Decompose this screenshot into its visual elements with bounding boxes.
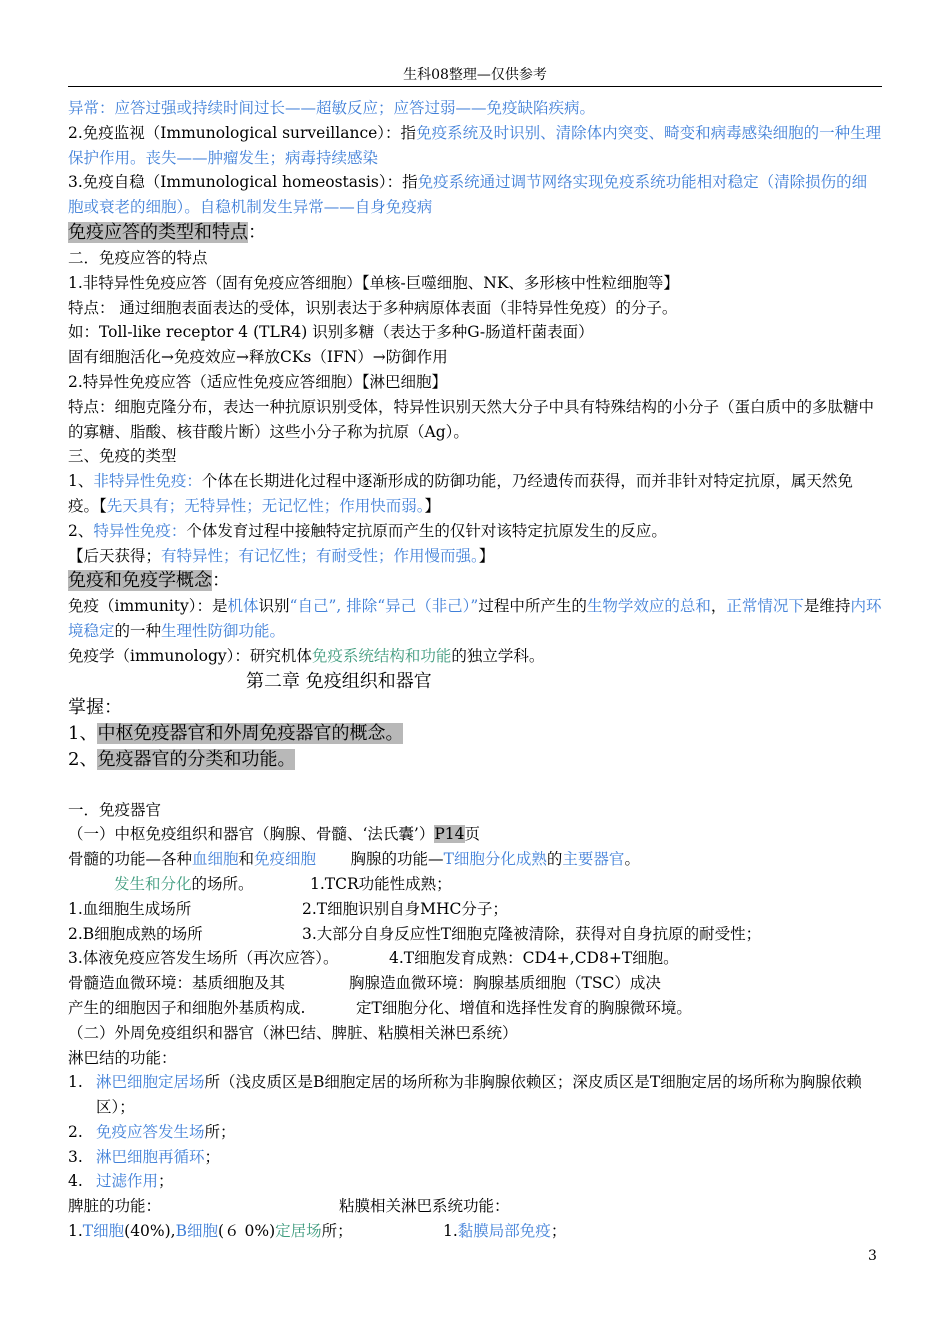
paragraph: 特点： 通过细胞表面表达的受体，识别表达于多种病原体表面（非特异性免疫）的分子。 (68, 298, 678, 317)
paragraph (68, 121, 882, 171)
paragraph (68, 594, 882, 644)
text: 识别 (258, 597, 290, 616)
text: 2、 (68, 521, 94, 540)
col-left: 产生的细胞因子和细胞外基质构成. (68, 998, 306, 1017)
highlighted-text: 免疫和免疫学概念 (68, 570, 212, 592)
paragraph (68, 1194, 882, 1219)
list-item (68, 1120, 882, 1145)
text: 淋巴细胞再循环 (96, 1147, 205, 1166)
text: 免疫细胞 (254, 850, 317, 869)
text: 的一种 (114, 622, 162, 641)
col-left: 骨髓造血微环境：基质细胞及其 (68, 974, 286, 993)
text: 免疫系统结构和功能 (311, 646, 452, 665)
col-right: 定T细胞分化、增值和选择性发育的胸腺微环境。 (356, 998, 692, 1017)
highlighted-text: 中枢免疫器官和外周免疫器官的概念。 (97, 722, 404, 744)
text: 内环境稳定 (68, 597, 882, 641)
paragraph: 1.非特异性免疫应答（固有免疫应答细胞）【单核-巨噬细胞、NK、多形核中性粒细胞等】 (68, 273, 679, 292)
paragraph (68, 544, 882, 569)
text: 过程中所产生的 (478, 597, 587, 616)
text: 的 (546, 850, 563, 869)
text: 淋巴细胞定居场 (96, 1073, 205, 1092)
col-left (68, 872, 310, 897)
text: 的场所。 (191, 874, 254, 893)
text: 非特异性免疫： (93, 472, 202, 491)
text: 正常情况下 (726, 597, 804, 616)
col-right: 2.T细胞识别自身MHC分子； (302, 899, 508, 918)
text: ； (158, 1172, 174, 1191)
text: 。 (624, 850, 640, 869)
text: 免疫系统通过调节网络实现免疫系统功能相对稳定（清除损伤的细胞或衰老的细胞）。自稳机制发生异常——自身免疫病 (68, 173, 868, 217)
list-item (68, 1169, 882, 1194)
text: T细胞 (82, 1222, 125, 1241)
paragraph: 掌握： (68, 696, 122, 718)
text: “自己”, 排除“异己（非己）” (289, 597, 479, 616)
text: (40%), (124, 1222, 176, 1241)
list-item (68, 1070, 882, 1120)
text: 所； (321, 1222, 353, 1241)
paragraph (68, 469, 882, 519)
col-right: 4.T细胞发育成熟：CD4+,CD8+T细胞。 (389, 949, 679, 968)
text: 发生和分化 (114, 874, 192, 893)
text: 和 (238, 850, 255, 869)
col-right: 3.大部分自身反应性T细胞克隆被清除，获得对自身抗原的耐受性； (302, 924, 762, 943)
col-left: 1.血细胞生成场所 (68, 899, 192, 918)
col-left (68, 1219, 443, 1244)
paragraph (68, 847, 882, 872)
col-left: 3.体液免疫应答发生场所（再次应答）。 (68, 949, 339, 968)
text: 所； (204, 1122, 236, 1141)
text: 个体在长期进化过程中逐渐形成的防御功能，乃经遗传而获得，而并非针对特定抗原，属天然免疫。【 (68, 472, 853, 515)
text: 】 (424, 496, 441, 515)
paragraph: 2.特异性免疫应答（适应性免疫应答细胞）【淋巴细胞】 (68, 372, 448, 391)
text: ： (248, 221, 266, 243)
list-number: 4. (68, 1172, 83, 1191)
paragraph: 淋巴结的功能： (68, 1048, 177, 1067)
text: 生物学效应的总和 (586, 597, 711, 616)
text: 1.TCR功能性成熟； (310, 874, 452, 893)
text: 黏膜局部免疫 (457, 1222, 551, 1241)
text: 胸腺的功能— (316, 850, 444, 869)
text: 1、 (68, 722, 98, 744)
paragraph: 三、免疫的类型 (68, 447, 177, 466)
paragraph (68, 644, 882, 669)
paragraph (68, 96, 882, 121)
paragraph (68, 822, 882, 847)
text: 定居场 (275, 1222, 322, 1241)
col-right: 粘膜相关淋巴系统功能： (339, 1197, 510, 1216)
text: B细胞 (175, 1222, 219, 1241)
text: 是维持 (803, 597, 851, 616)
text: 】 (478, 546, 495, 565)
paragraph (68, 946, 882, 971)
paragraph (68, 1219, 882, 1244)
text: ； (550, 1222, 567, 1241)
text: 3.免疫自稳（Immunological homeostasis）：指 (68, 173, 418, 192)
list-number: 2. (68, 1122, 83, 1141)
text: 免疫应答发生场 (96, 1122, 205, 1141)
text: 过滤作用 (96, 1172, 159, 1191)
paragraph: 二．免疫应答的特点 (68, 248, 208, 267)
paragraph (68, 897, 882, 922)
text: 有特异性；有记忆性；有耐受性；作用慢而强。 (161, 546, 479, 565)
text: 生理性防御功能。 (161, 622, 286, 641)
text: 个体发育过程中接触特定抗原而产生的仅针对该特定抗原发生的反应。 (186, 521, 667, 540)
text: 血细胞 (192, 850, 239, 869)
text: 异常：应答过强或持续时间过长——超敏反应；应答过弱——免疫缺陷疾病。 (68, 99, 596, 117)
paragraph (68, 170, 882, 220)
text: (６ 0%) (218, 1222, 276, 1241)
text: 1、 (68, 472, 94, 491)
paragraph (68, 519, 882, 544)
col-left: 脾脏的功能： (68, 1197, 162, 1216)
text: 免疫系统及时识别、清除体内突变、畸变和病毒感染细胞的一种生理保护作用。丧失——肿瘤发生；病毒持续感染 (68, 123, 882, 167)
text: 特异性免疫： (93, 521, 187, 540)
text: 免疫（immunity）：是 (68, 597, 228, 616)
text: 2、 (68, 748, 98, 770)
page-content (68, 96, 882, 1244)
chapter-title: 第二章 免疫组织和器官 (246, 670, 432, 692)
text: 骨髓的功能—各种 (68, 850, 193, 869)
highlighted-text: 免疫应答的类型和特点 (68, 221, 248, 243)
text: 机体 (227, 597, 259, 616)
text: 的独立学科。 (451, 646, 545, 665)
paragraph (68, 721, 882, 747)
col-right: 胸腺造血微环境：胸腺基质细胞（TSC）成决 (349, 974, 661, 993)
text: （一）中枢免疫组织和器官（胸腺、骨髓、‘法氏囊’） (68, 825, 435, 844)
text: ； (204, 1147, 221, 1166)
paragraph (68, 996, 882, 1021)
text: 【后天获得； (68, 546, 162, 565)
text: T细胞分化成熟 (443, 850, 547, 869)
col-left: 2.B细胞成熟的场所 (68, 924, 203, 943)
list-number: 3. (68, 1147, 83, 1166)
text: 先天具有；无特异性；无记忆性；作用快而弱。 (106, 496, 425, 515)
text: 免疫学（immunology）：研究机体 (68, 646, 312, 665)
text: 1. (443, 1222, 458, 1241)
highlighted-text: P14 (434, 825, 465, 844)
text: 2.免疫监视（Immunological surveillance）：指 (68, 123, 417, 142)
paragraph: （二）外周免疫组织和器官（淋巴结、脾脏、粘膜相关淋巴系统） (68, 1023, 518, 1042)
text: ， (710, 597, 727, 616)
page-number: 3 (868, 1248, 877, 1264)
page-header: 生科08整理—仅供参考 (68, 64, 882, 87)
text: 页 (464, 825, 481, 844)
text: 所（浅皮质区是B细胞定居的场所称为非胸腺依赖区；深皮质区是T细胞定居的场所称为胸腺依赖区）； (96, 1073, 862, 1117)
paragraph (68, 872, 882, 897)
paragraph: 特点：细胞克隆分布，表达一种抗原识别受体，特异性识别天然大分子中具有特殊结构的小分子（蛋白质中的多肽糖中的寡糖、脂酸、核苷酸片断）这些小分子称为抗原（Ag）。 (68, 397, 875, 441)
paragraph (68, 971, 882, 996)
section-heading (68, 568, 882, 594)
paragraph: 一．免疫器官 (68, 800, 162, 819)
text: 1. (68, 1222, 83, 1241)
paragraph (68, 747, 882, 773)
highlighted-text: 免疫器官的分类和功能。 (97, 748, 296, 770)
paragraph (68, 922, 882, 947)
text: 主要器官 (562, 850, 625, 869)
section-heading (68, 220, 882, 246)
blank-line (68, 773, 882, 798)
paragraph: 如：Toll-like receptor 4 (TLR4) 识别多糖（表达于多种G-肠道杆菌表面） (68, 323, 594, 342)
paragraph: 固有细胞活化→免疫效应→释放CKs（IFN）→防御作用 (68, 348, 448, 367)
list-number: 1. (68, 1073, 83, 1092)
text: ： (212, 570, 230, 592)
list-item (68, 1145, 882, 1170)
